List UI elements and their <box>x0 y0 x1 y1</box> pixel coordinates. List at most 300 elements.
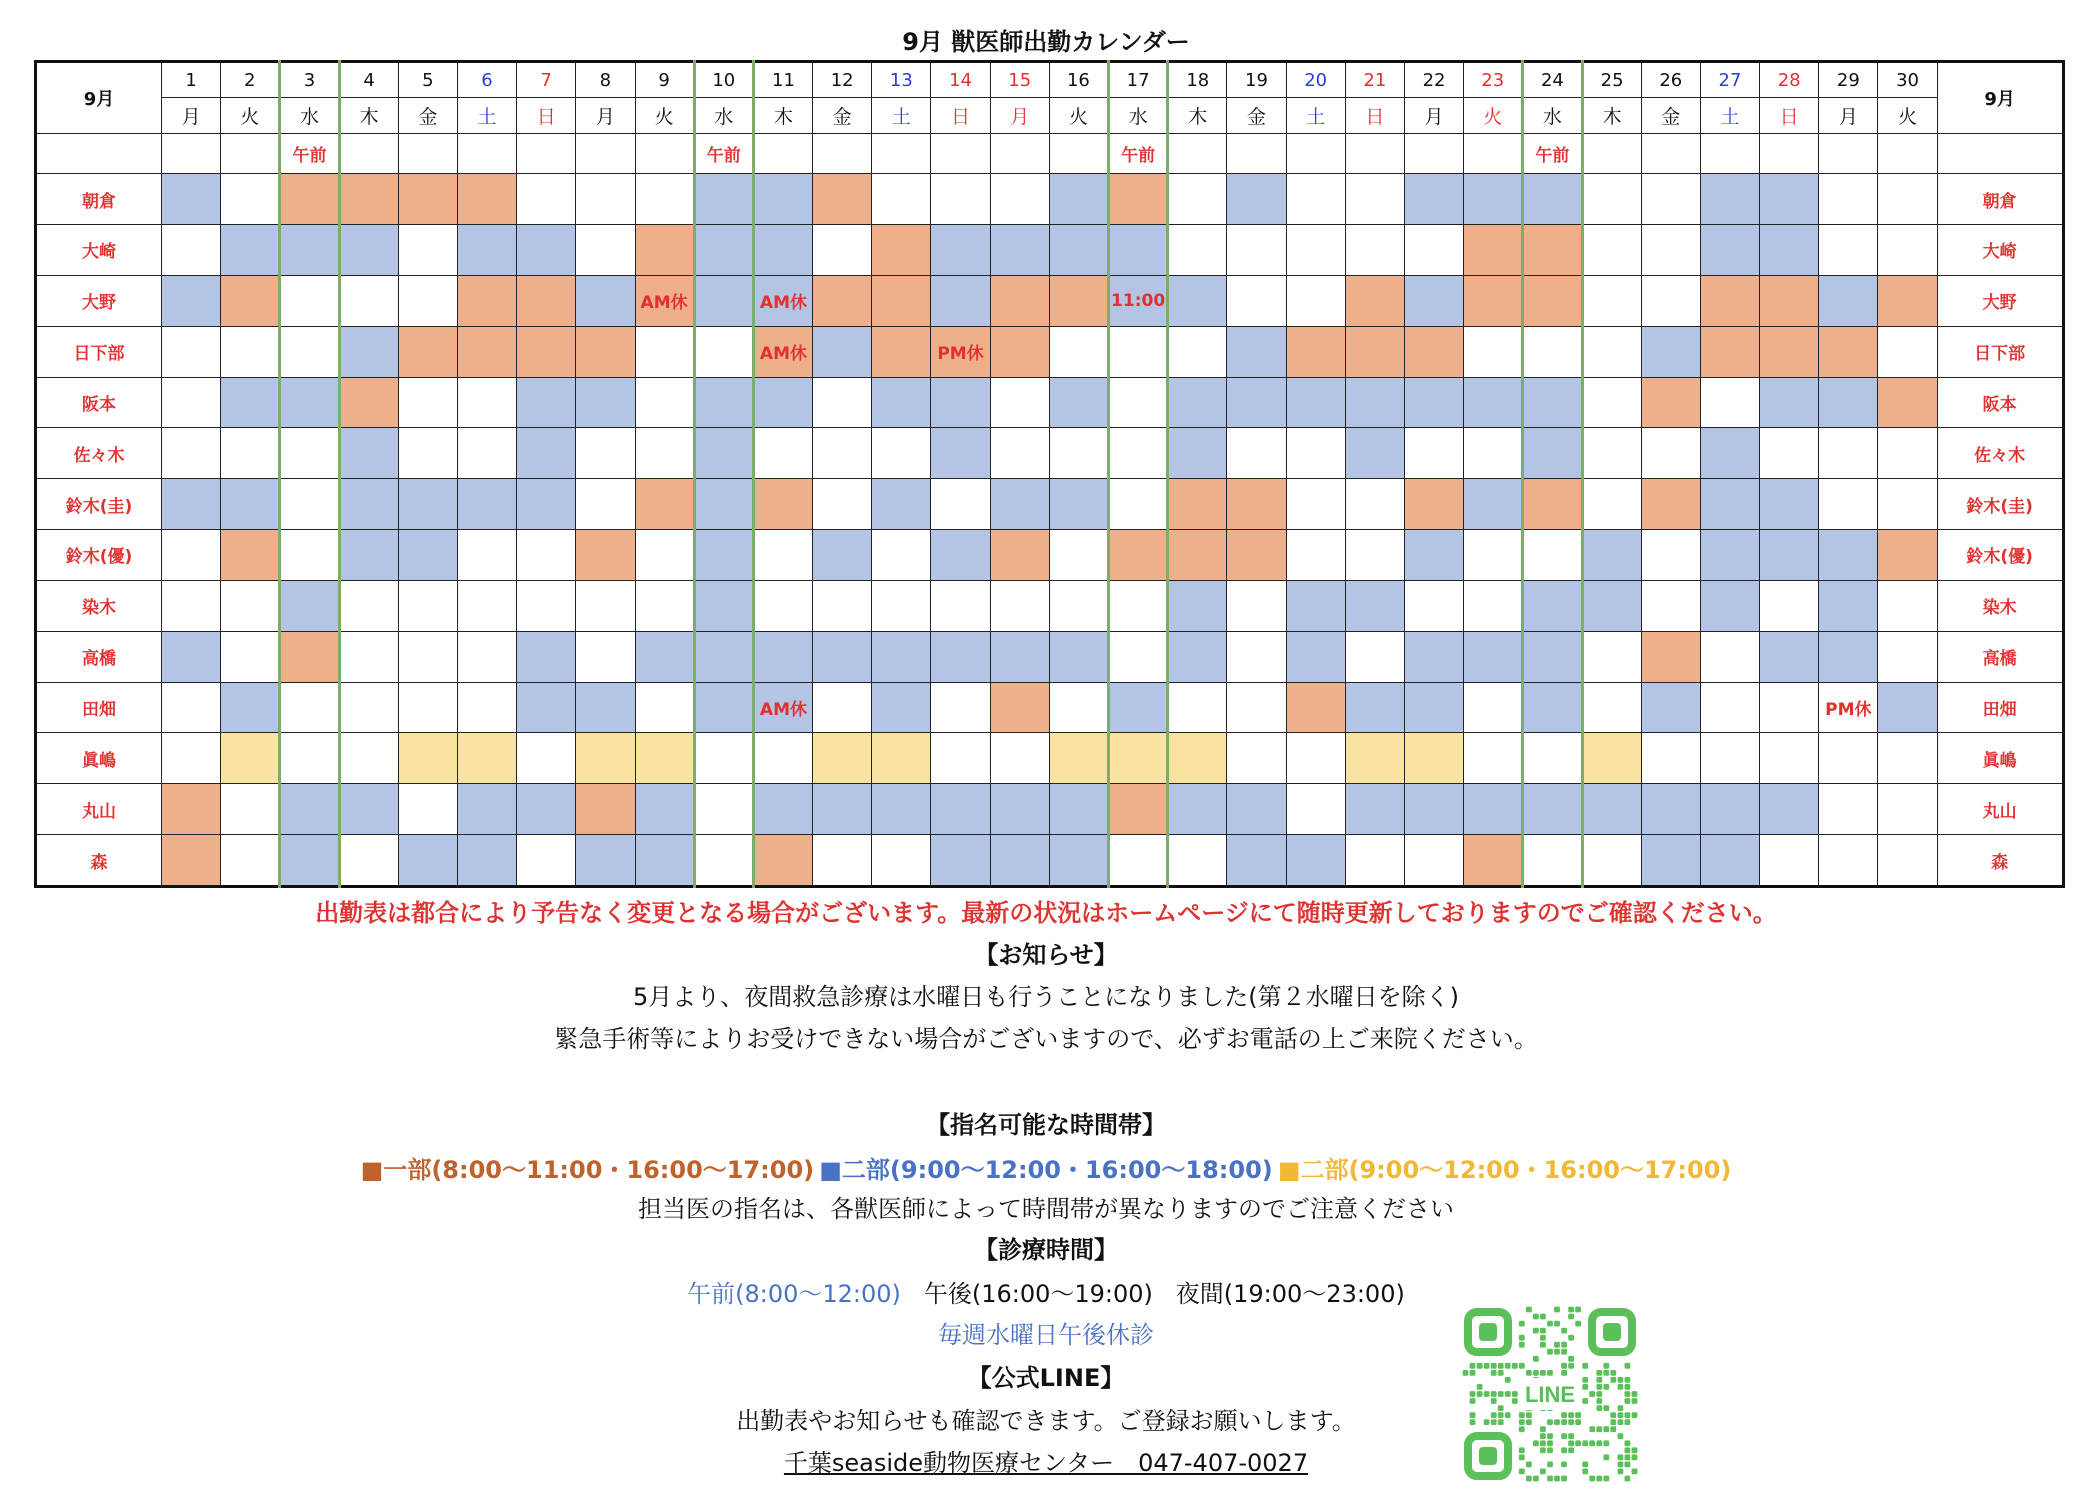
schedule-cell <box>1760 479 1819 530</box>
hours-closed: 毎週水曜日午後休診 <box>938 1321 1154 1349</box>
schedule-cell <box>1168 580 1227 631</box>
schedule-cell <box>1641 377 1700 428</box>
qr-module <box>1533 1328 1539 1334</box>
schedule-cell <box>1760 733 1819 784</box>
hours-line <box>0 1274 2092 1309</box>
line-text: 出勤表やお知らせも確認できます。ご登録お願いします。 <box>736 1407 1356 1435</box>
doctor-name-left: 佐々木 <box>36 428 162 479</box>
schedule-cell <box>1523 631 1582 682</box>
date-cell: 30 <box>1878 62 1937 98</box>
schedule-cell <box>1049 580 1108 631</box>
qr-module <box>1498 1405 1504 1411</box>
schedule-cell: PM休 <box>931 326 990 377</box>
am-cell <box>1345 134 1404 174</box>
schedule-cell <box>1049 682 1108 733</box>
schedule-cell <box>931 631 990 682</box>
schedule-cell <box>517 174 576 225</box>
schedule-cell <box>1049 733 1108 784</box>
schedule-cell <box>1168 174 1227 225</box>
doctor-name-right: 大崎 <box>1937 225 2063 276</box>
schedule-cell <box>990 275 1049 326</box>
schedule-cell <box>517 479 576 530</box>
schedule-cell <box>1878 530 1937 581</box>
schedule-cell: AM休 <box>753 326 812 377</box>
qr-module <box>1470 1391 1476 1397</box>
schedule-cell <box>753 580 812 631</box>
schedule-cell <box>280 631 339 682</box>
doctor-name-right: 鈴木(優) <box>1937 530 2063 581</box>
qr-module <box>1568 1335 1574 1341</box>
schedule-cell <box>162 326 221 377</box>
qr-module <box>1498 1363 1504 1369</box>
schedule-cell <box>931 428 990 479</box>
schedule-cell <box>1109 530 1168 581</box>
schedule-cell <box>990 174 1049 225</box>
schedule-cell <box>1582 835 1641 887</box>
schedule-cell <box>753 631 812 682</box>
weekday-cell: 水 <box>280 98 339 134</box>
schedule-cell <box>339 631 398 682</box>
am-cell <box>1464 134 1523 174</box>
weekday-cell: 金 <box>1641 98 1700 134</box>
am-cell <box>872 134 931 174</box>
weekday-cell: 火 <box>221 98 280 134</box>
qr-module <box>1547 1462 1553 1468</box>
date-cell: 25 <box>1582 62 1641 98</box>
schedule-cell <box>1819 479 1878 530</box>
schedule-cell <box>517 428 576 479</box>
am-row-label-right <box>1937 134 2063 174</box>
schedule-cell <box>1464 275 1523 326</box>
schedule-cell <box>813 835 872 887</box>
schedule-cell <box>162 530 221 581</box>
schedule-cell <box>1582 733 1641 784</box>
schedule-cell <box>221 530 280 581</box>
am-cell <box>339 134 398 174</box>
schedule-cell <box>1227 530 1286 581</box>
schedule-cell <box>1582 784 1641 835</box>
schedule-cell <box>1168 326 1227 377</box>
schedule-cell <box>1286 682 1345 733</box>
schedule-cell <box>1109 835 1168 887</box>
schedule-cell <box>221 225 280 276</box>
clinic-contact[interactable]: 千葉seaside動物医療センター 047-407-0027 <box>783 1449 1309 1477</box>
schedule-cell <box>931 733 990 784</box>
schedule-cell <box>1819 326 1878 377</box>
hours-heading: 【診療時間】 <box>974 1236 1118 1264</box>
schedule-cell <box>1109 580 1168 631</box>
schedule-cell <box>1286 835 1345 887</box>
schedule-cell <box>1049 326 1108 377</box>
schedule-cell <box>1523 784 1582 835</box>
qr-module <box>1589 1476 1595 1482</box>
schedule-cell <box>694 530 753 581</box>
schedule-cell <box>1819 174 1878 225</box>
schedule-cell <box>576 682 635 733</box>
schedule-cell <box>1641 733 1700 784</box>
schedule-cell <box>517 326 576 377</box>
schedule-cell <box>1168 784 1227 835</box>
schedule-cell <box>1049 275 1108 326</box>
schedule-cell <box>576 530 635 581</box>
schedule-cell <box>457 580 516 631</box>
schedule-cell <box>1464 377 1523 428</box>
schedule-cell <box>753 377 812 428</box>
am-cell <box>221 134 280 174</box>
schedule-cell <box>1523 835 1582 887</box>
qr-module <box>1618 1384 1624 1390</box>
schedule-cell <box>1464 530 1523 581</box>
schedule-cell <box>872 784 931 835</box>
qr-module <box>1625 1398 1631 1404</box>
schedule-cell <box>576 835 635 887</box>
schedule-cell <box>1404 682 1463 733</box>
schedule-cell <box>280 580 339 631</box>
schedule-cell <box>162 275 221 326</box>
qr-module <box>1575 1307 1581 1313</box>
qr-module <box>1618 1412 1624 1418</box>
qr-module <box>1618 1419 1624 1425</box>
schedule-cell <box>694 479 753 530</box>
schedule-cell <box>221 682 280 733</box>
doctor-name-left: 森 <box>36 835 162 887</box>
qr-module <box>1477 1391 1483 1397</box>
weekday-cell: 金 <box>398 98 457 134</box>
schedule-cell <box>1878 835 1937 887</box>
schedule-cell <box>1286 631 1345 682</box>
date-cell: 15 <box>990 62 1049 98</box>
schedule-cell <box>576 275 635 326</box>
qr-module <box>1526 1370 1532 1376</box>
weekday-cell: 火 <box>1464 98 1523 134</box>
schedule-cell <box>635 377 694 428</box>
schedule-cell <box>1109 784 1168 835</box>
qr-module <box>1526 1476 1532 1482</box>
qr-module <box>1533 1356 1539 1362</box>
schedule-cell <box>1227 682 1286 733</box>
schedule-cell <box>1700 733 1759 784</box>
am-cell <box>162 134 221 174</box>
date-cell: 17 <box>1109 62 1168 98</box>
schedule-cell <box>517 631 576 682</box>
schedule-cell <box>1404 377 1463 428</box>
schedule-cell <box>517 835 576 887</box>
line-qr-code[interactable] <box>1462 1306 1638 1482</box>
qr-module <box>1540 1342 1546 1348</box>
schedule-cell <box>694 682 753 733</box>
schedule-cell <box>872 631 931 682</box>
date-cell: 24 <box>1523 62 1582 98</box>
schedule-cell <box>221 275 280 326</box>
qr-module <box>1561 1363 1567 1369</box>
schedule-cell <box>1582 174 1641 225</box>
schedule-cell <box>1760 377 1819 428</box>
schedule-cell <box>517 225 576 276</box>
schedule-cell <box>813 733 872 784</box>
qr-module <box>1512 1398 1518 1404</box>
schedule-cell <box>1760 174 1819 225</box>
qr-module <box>1554 1321 1560 1327</box>
qr-module <box>1589 1440 1595 1446</box>
weekday-cell: 水 <box>1523 98 1582 134</box>
schedule-cell <box>280 428 339 479</box>
qr-module <box>1596 1398 1602 1404</box>
hours-morning: 午前(8:00〜12:00) <box>687 1280 901 1308</box>
am-only-marker: 午前 <box>694 134 753 174</box>
qr-module <box>1582 1377 1588 1383</box>
qr-module <box>1632 1447 1638 1453</box>
date-cell: 7 <box>517 62 576 98</box>
doctor-name-right: 丸山 <box>1937 784 2063 835</box>
qr-module <box>1561 1433 1567 1439</box>
schedule-cell <box>221 631 280 682</box>
weekday-cell: 日 <box>1345 98 1404 134</box>
schedule-cell <box>753 530 812 581</box>
schedule-cell <box>339 174 398 225</box>
schedule-cell <box>1819 275 1878 326</box>
schedule-cell <box>635 631 694 682</box>
qr-module <box>1498 1370 1504 1376</box>
qr-module <box>1519 1469 1525 1475</box>
schedule-cell <box>339 835 398 887</box>
date-cell: 23 <box>1464 62 1523 98</box>
schedule-cell <box>1641 530 1700 581</box>
qr-module <box>1589 1426 1595 1432</box>
qr-module <box>1533 1370 1539 1376</box>
qr-module <box>1596 1377 1602 1383</box>
schedule-cell <box>162 428 221 479</box>
doctor-name-right: 日下部 <box>1937 326 2063 377</box>
schedule-cell <box>813 682 872 733</box>
schedule-cell <box>1819 225 1878 276</box>
am-row-label-left <box>36 134 162 174</box>
qr-module <box>1625 1377 1631 1383</box>
schedule-cell <box>457 733 516 784</box>
schedule-cell <box>813 377 872 428</box>
doctor-name-left: 朝倉 <box>36 174 162 225</box>
schedule-cell <box>1227 784 1286 835</box>
qr-module <box>1618 1377 1624 1383</box>
schedule-cell <box>1582 225 1641 276</box>
schedule-cell <box>1760 225 1819 276</box>
am-cell <box>517 134 576 174</box>
schedule-cell <box>1286 479 1345 530</box>
schedule-cell <box>221 784 280 835</box>
schedule-cell <box>931 835 990 887</box>
doctor-name-left: 丸山 <box>36 784 162 835</box>
schedule-cell <box>1227 733 1286 784</box>
page-title: 9月 獣医師出勤カレンダー <box>902 28 1190 56</box>
schedule-cell <box>1582 682 1641 733</box>
schedule-cell <box>1878 580 1937 631</box>
schedule-cell <box>1227 580 1286 631</box>
am-cell <box>1641 134 1700 174</box>
schedule-cell <box>1582 326 1641 377</box>
schedule-cell <box>517 784 576 835</box>
qr-module <box>1533 1314 1539 1320</box>
schedule-cell <box>635 174 694 225</box>
time-slots-heading: 【指名可能な時間帯】 <box>926 1111 1166 1139</box>
qr-module <box>1568 1307 1574 1313</box>
schedule-cell <box>1582 580 1641 631</box>
schedule-cell <box>398 733 457 784</box>
weekday-cell: 土 <box>457 98 516 134</box>
qr-module <box>1540 1328 1546 1334</box>
schedule-cell <box>457 835 516 887</box>
schedule-cell <box>1760 682 1819 733</box>
qr-module <box>1603 1454 1609 1460</box>
schedule-cell <box>339 784 398 835</box>
schedule-cell <box>576 784 635 835</box>
schedule-cell <box>457 428 516 479</box>
qr-module <box>1491 1398 1497 1404</box>
schedule-cell <box>1641 479 1700 530</box>
qr-module <box>1625 1412 1631 1418</box>
qr-module <box>1554 1349 1560 1355</box>
schedule-cell <box>398 580 457 631</box>
schedule-cell <box>872 479 931 530</box>
qr-module <box>1547 1440 1553 1446</box>
date-cell: 21 <box>1345 62 1404 98</box>
schedule-cell <box>1878 428 1937 479</box>
qr-module <box>1505 1377 1511 1383</box>
doctor-row <box>36 275 2064 326</box>
schedule-cell <box>1168 428 1227 479</box>
schedule-cell <box>635 479 694 530</box>
schedule-cell <box>1641 225 1700 276</box>
schedule-cell <box>931 682 990 733</box>
schedule-cell <box>221 580 280 631</box>
schedule-cell <box>872 275 931 326</box>
schedule-cell <box>635 530 694 581</box>
qr-module <box>1540 1335 1546 1341</box>
date-cell: 2 <box>221 62 280 98</box>
qr-module <box>1596 1384 1602 1390</box>
doctor-row <box>36 428 2064 479</box>
schedule-cell <box>813 275 872 326</box>
schedule-cell <box>398 174 457 225</box>
doctor-name-right: 眞嶋 <box>1937 733 2063 784</box>
qr-module <box>1625 1476 1631 1482</box>
schedule-cell <box>398 275 457 326</box>
qr-module <box>1561 1328 1567 1334</box>
schedule-cell <box>1464 428 1523 479</box>
schedule-cell <box>1345 377 1404 428</box>
qr-module <box>1491 1419 1497 1425</box>
schedule-cell <box>1404 326 1463 377</box>
doctor-row <box>36 733 2064 784</box>
qr-module <box>1625 1363 1631 1369</box>
qr-module <box>1632 1412 1638 1418</box>
schedule-cell <box>694 326 753 377</box>
schedule-cell <box>398 377 457 428</box>
qr-module <box>1533 1440 1539 1446</box>
schedule-cell <box>457 682 516 733</box>
schedule-cell <box>1404 174 1463 225</box>
schedule-cell <box>280 225 339 276</box>
qr-module <box>1519 1454 1525 1460</box>
schedule-cell <box>1109 682 1168 733</box>
qr-module <box>1610 1377 1616 1383</box>
schedule-cell <box>931 530 990 581</box>
schedule-cell <box>990 733 1049 784</box>
schedule-cell <box>280 682 339 733</box>
doctor-row <box>36 682 2064 733</box>
schedule-cell <box>931 784 990 835</box>
qr-module <box>1526 1419 1532 1425</box>
schedule-cell <box>1464 326 1523 377</box>
am-cell <box>1286 134 1345 174</box>
schedule-cell <box>221 835 280 887</box>
qr-module <box>1484 1363 1490 1369</box>
weekday-cell: 金 <box>1227 98 1286 134</box>
schedule-cell <box>1878 326 1937 377</box>
qr-module <box>1498 1412 1504 1418</box>
schedule-cell <box>1168 479 1227 530</box>
schedule-cell <box>1168 631 1227 682</box>
schedule-cell <box>753 784 812 835</box>
qr-module <box>1519 1321 1525 1327</box>
date-cell: 11 <box>753 62 812 98</box>
schedule-cell <box>1404 428 1463 479</box>
schedule-cell <box>1109 479 1168 530</box>
schedule-cell <box>1523 682 1582 733</box>
schedule-cell <box>990 784 1049 835</box>
weekday-cell: 水 <box>694 98 753 134</box>
qr-module <box>1561 1462 1567 1468</box>
schedule-cell <box>1760 275 1819 326</box>
schedule-cell <box>1168 377 1227 428</box>
qr-module <box>1596 1405 1602 1411</box>
qr-module <box>1610 1412 1616 1418</box>
schedule-cell <box>221 733 280 784</box>
qr-module <box>1568 1363 1574 1369</box>
schedule-cell <box>1700 530 1759 581</box>
schedule-cell <box>280 784 339 835</box>
date-header-row <box>36 62 2064 98</box>
schedule-cell <box>813 174 872 225</box>
schedule-cell <box>1345 275 1404 326</box>
qr-module <box>1568 1356 1574 1362</box>
qr-module <box>1625 1462 1631 1468</box>
schedule-cell <box>1109 225 1168 276</box>
schedule-cell <box>1168 733 1227 784</box>
schedule-cell <box>872 225 931 276</box>
schedule-cell <box>635 326 694 377</box>
weekday-cell: 火 <box>1878 98 1937 134</box>
qr-module <box>1470 1398 1476 1404</box>
qr-module <box>1547 1476 1553 1482</box>
schedule-cell <box>576 174 635 225</box>
qr-module <box>1526 1462 1532 1468</box>
schedule-cell <box>1878 225 1937 276</box>
schedule-cell <box>1819 784 1878 835</box>
qr-module <box>1582 1469 1588 1475</box>
qr-module <box>1632 1469 1638 1475</box>
weekday-cell: 月 <box>162 98 221 134</box>
schedule-cell <box>1286 580 1345 631</box>
schedule-cell <box>990 530 1049 581</box>
schedule-cell <box>1286 275 1345 326</box>
schedule-cell <box>221 326 280 377</box>
schedule-cell <box>1404 479 1463 530</box>
schedule-cell <box>1523 275 1582 326</box>
qr-module <box>1526 1412 1532 1418</box>
schedule-cell <box>1523 326 1582 377</box>
date-cell: 4 <box>339 62 398 98</box>
schedule-cell <box>694 580 753 631</box>
schedule-cell <box>1819 530 1878 581</box>
